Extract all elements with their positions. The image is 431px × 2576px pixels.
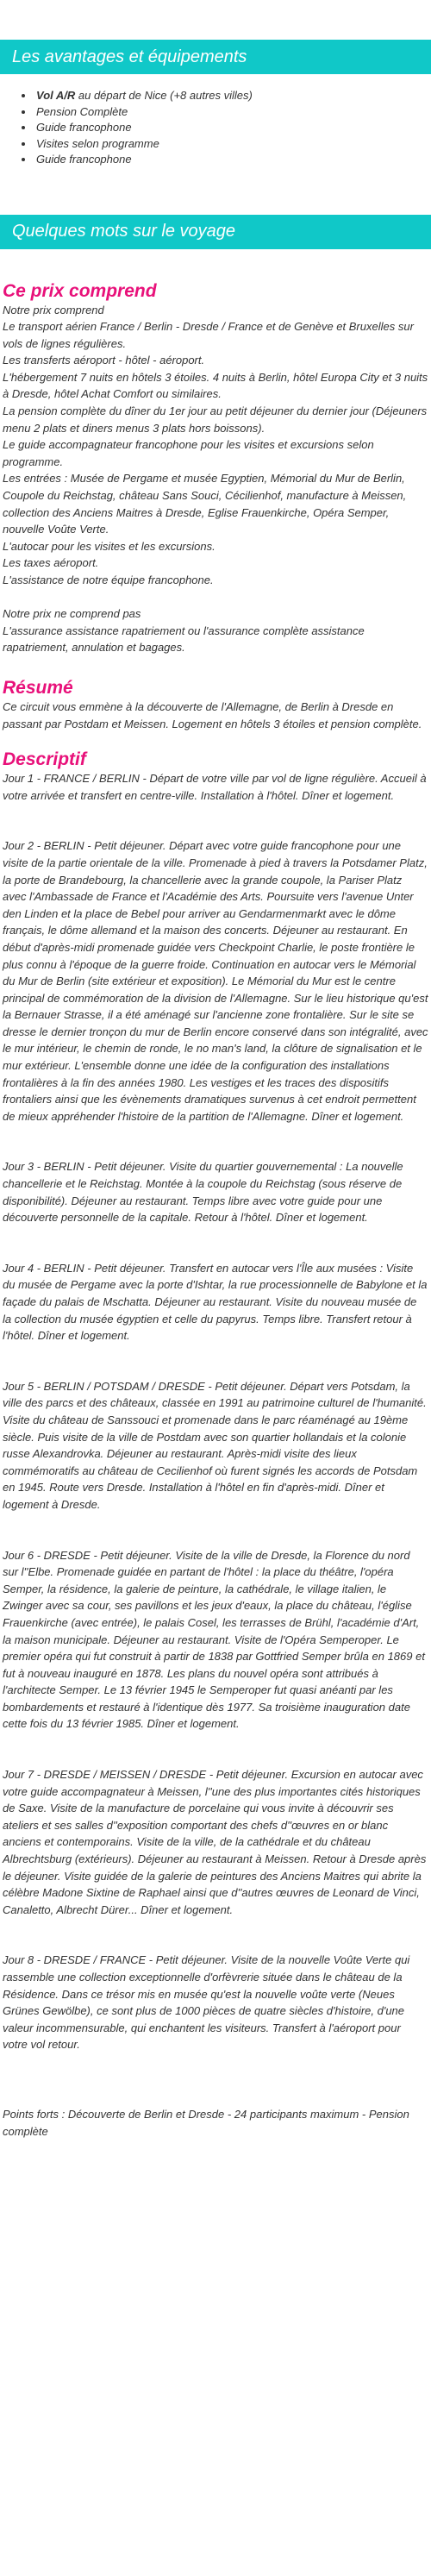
itinerary-day: Jour 2 - BERLIN - Petit déjeuner. Départ avec votre guide francophone pour une visite de la partie orientale de la ville. Promenade à pied à travers la Potsdamer Platz, la porte de Brandebourg, la chancellerie avec la grande coupole, la Pariser Platz avec l'Ambassade de France et l'Académie des Arts. Poursuite vers l'avenue Unter den Linden et la place de Bebel pour arriver au Gendarmenmarkt avec le dôme français, le dôme allemand et la maison des concerts. Déjeuner au restaurant. En début d'après-midi promenade guidée vers Checkpoint Charlie, le poste frontière le plus connu à l'époque de la guerre froide. Continuation en autocar vers le Mémorial du Mur de Berlin (site extérieur et exposition). Le Mémorial du Mur est le centre principal de commémoration de la division de l'Allemagne. Sur le lieu historique qu'est la Bernauer Strasse, il a été aménagé sur l'ancienne zone frontalière. Sur le site se dresse le dernier tronçon du mur de Berlin encore conservé dans son intégralité, avec le mur intérieur, le chemin de ronde, le no man's land, la clôture de signalisation et le mur extérieur. L'ensemble donne une idée de la configuration des installations frontalières à la fin des années 1980. Les vestiges et les traces des dispositifs frontaliers ainsi que les évènements dramatiques survenus à cet endroit permettent de mieux appréhender l'histoire de la partition de l'Allemagne. Dîner et logement.	[3, 839, 428, 1123]
itinerary-day: Jour 7 - DRESDE / MEISSEN / DRESDE - Petit déjeuner. Excursion en autocar avec votre guide accompagnateur à Meissen, l''une des plus importantes cités historiques de Saxe. Visite de la manufacture de porcelaine qui vous invite à découvrir ses ateliers et ses salles d''exposition comportant des chefs d''œuvres en or blanc anciens et contemporains. Visite de la ville, de la cathédrale et du château Albrechtsburg (extérieurs). Déjeuner au restaurant à Meissen. Retour à Dresde après le déjeuner. Visite guidée de la galerie de peintures des Anciens Maitres qui abrite la célèbre Madone Sixtine de Raphael ainsi que d''autres œuvres de Leonard de Vinci, Canaletto, Albrecht Dürer... Dîner et logement.	[3, 1768, 427, 1916]
descriptif-title: Descriptif	[3, 749, 86, 770]
equipments-section-header	[0, 40, 431, 74]
voyage-section-header	[0, 215, 431, 249]
feature-item	[34, 152, 431, 168]
itinerary-day: Jour 1 - FRANCE / BERLIN - Départ de votre ville par vol de ligne régulière. Accueil à votre arrivée et transfert en centre-ville. Installation à l'hôtel. Dîner et logement.	[3, 772, 427, 802]
itinerary-day: Jour 6 - DRESDE - Petit déjeuner. Visite de la ville de Dresde, la Florence du nord sur l''Elbe. Promenade guidée en partant de l'hôtel : la place du théâtre, l'opéra Semper, la résidence, la galerie de peinture, la cathédrale, le village italien, le Zwinger avec sa cour, ses pavillons et les jeux d'eaux, la place du château, l'église Frauenkirche (avec entrée), le palais Cosel, les terrasses de Brühl, l'académie d'Art, la maison municipale. Déjeuner au restaurant. Visite de l'Opéra Semperoper. Le premier opéra qui fut construit à partir de 1838 par Gottfried Semper brûla en 1869 et fut à nouveau inauguré en 1878. Les plans du nouvel opéra sont attribués à l'architecte Semper. Le 13 février 1945 le Semperoper fut quasi anéanti par les bombardements et restauré à l'identique dès 1977. Sa troisième inauguration date cette fois du 13 février 1985. Dîner et logement.	[3, 1548, 425, 1731]
feature-text: Visites selon programme	[36, 136, 159, 150]
price-included-block	[3, 302, 428, 589]
voyage-content	[0, 281, 431, 2140]
feature-text: Guide francophone	[36, 121, 132, 134]
feature-text: au départ de Nice (+8 autres villes)	[75, 89, 253, 102]
feature-text: Pension Complète	[36, 104, 128, 118]
feature-item	[34, 120, 431, 136]
features-list	[34, 88, 431, 168]
price-line: Le guide accompagnateur francophone pour les visites et excursions selon programme.	[3, 438, 374, 468]
feature-item	[34, 104, 431, 121]
price-line: Les transferts aéroport - hôtel - aéroport.	[3, 354, 205, 367]
price-line: Les taxes aéroport.	[3, 556, 99, 570]
itinerary-day: Jour 5 - BERLIN / POTSDAM / DRESDE - Petit déjeuner. Départ vers Potsdam, la ville des parcs et des châteaux, classée en 1991 au patrimoine culturel de l'humanité. Visite du château de Sanssouci et promenade dans le parc réaménagé au 19ème siècle. Puis visite de la ville de Postdam avec son quartier hollandais et la colonie russe Alexandrovka. Déjeuner au restaurant. Après-midi visite des lieux commémoratifs au château de Cecilienhof où furent signés les accords de Potsdam en 1945. Route vers Dresde. Installation à l'hôtel en fin d'après-midi. Dîner et logement à Dresde.	[3, 1379, 427, 1511]
price-line: Les entrées : Musée de Pergame et musée Egyptien, Mémorial du Mur de Berlin, Coupole du Reichstag, château Sans Souci, Cécilienhof, manufacture à Meissen, collection des Anciens Maitres à Dresde, Eglise Frauenkirche, Opéra Semper, nouvelle Voûte Verte.	[3, 472, 407, 536]
price-not-included-block	[3, 605, 428, 656]
feature-bold: Vol A/R	[36, 89, 76, 102]
price-title: Ce prix comprend	[3, 280, 157, 301]
summary-text: Ce circuit vous emmène à la découverte de l'Allemagne, de Berlin à Dresde en passant par Postdam et Meissen. Logement en hôtels 3 étoiles et pension complète.	[3, 699, 422, 730]
equipments-section-title: Les avantages et équipements	[12, 47, 247, 66]
voyage-section-title: Quelques mots sur le voyage	[12, 222, 236, 241]
price-not-included-line: L'assurance assistance rapatriement ou l'assurance complète assistance rapatriement, annulation et bagages.	[3, 624, 365, 655]
price-not-included-line: Notre prix ne comprend pas	[3, 607, 141, 621]
itinerary	[3, 770, 428, 2053]
points-forts: Points forts : Découverte de Berlin et Dresde - 24 participants maximum - Pension complète	[3, 2107, 409, 2138]
itinerary-day: Jour 3 - BERLIN - Petit déjeuner. Visite du quartier gouvernemental : La nouvelle chancellerie et le Reichstag. Montée à la coupole du Reichstag (sous réserve de disponibilité). Déjeuner au restaurant. Temps libre avec votre guide pour une découverte personnelle de la capitale. Retour à l'hôtel. Dîner et logement.	[3, 1160, 403, 1225]
price-line: L'autocar pour les visites et les excursions.	[3, 539, 216, 553]
price-line: L'hébergement 7 nuits en hôtels 3 étoiles. 4 nuits à Berlin, hôtel Europa City et 3 nuits à Dresde, hôtel Achat Comfort ou similaires.	[3, 370, 428, 401]
itinerary-day: Jour 4 - BERLIN - Petit déjeuner. Transfert en autocar vers l'Île aux musées : Visite du musée de Pergame avec la porte d'Ishtar, la rue processionnelle de Babylone et la façade du palais de Mschatta. Déjeuner au restaurant. Visite du nouveau musée de la collection du musée égyptien et celle du papyrus. Temps libre. Transfert retour à l'hôtel. Dîner et logement.	[3, 1261, 428, 1343]
feature-item	[34, 136, 431, 153]
itinerary-day: Jour 8 - DRESDE / FRANCE - Petit déjeuner. Visite de la nouvelle Voûte Verte qui rassemble une collection exceptionnelle d'orfèvrerie située dans le château de la Résidence. Dans ce trésor mis en musée qu'est la nouvelle voûte verte (Neues Grünes Gewölbe), ce sont plus de 1000 pièces de quatre siècles d'histoire, d'une valeur incommensurable, qui enchantent les visiteurs. Transfert à l'aéroport pour votre vol retour.	[3, 1953, 410, 2052]
price-line: La pension complète du dîner du 1er jour au petit déjeuner du dernier jour (Déjeuners menu 2 plats et diners menus 3 plats hors boissons).	[3, 404, 428, 435]
price-line: L'assistance de notre équipe francophone.	[3, 573, 214, 586]
feature-item	[34, 88, 431, 104]
price-line: Notre prix comprend	[3, 303, 104, 317]
summary-title: Résumé	[3, 677, 73, 698]
feature-text: Guide francophone	[36, 153, 132, 166]
price-line: Le transport aérien France / Berlin - Dresde / France et de Genève et Bruxelles sur vols de lignes régulières.	[3, 320, 414, 350]
